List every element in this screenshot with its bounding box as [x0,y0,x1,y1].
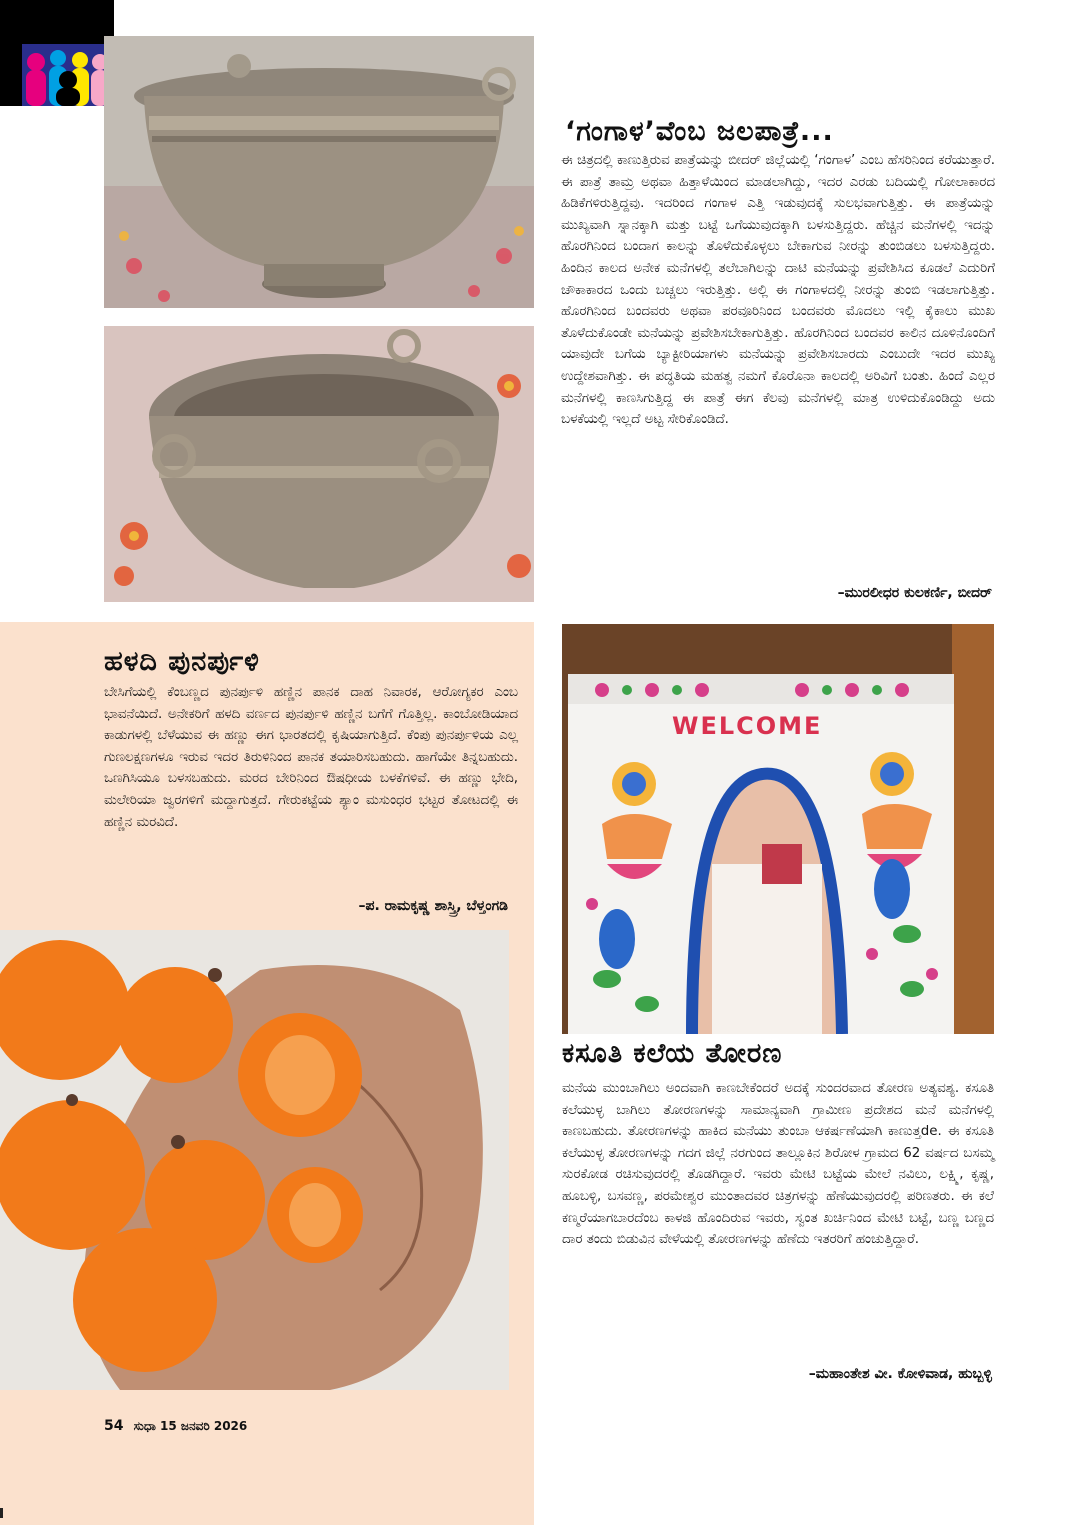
gangala-pot-photo-side [104,36,534,308]
toran-welcome-text: WELCOME [672,712,823,740]
article-byline-punarpuli: –ಪ. ರಾಮಕೃಷ್ಣ ಶಾಸ್ತ್ರಿ, ಬೆಳ್ತಂಗಡಿ [358,898,508,914]
page-number: 54 [104,1418,124,1434]
article-body-torana: ಮನೆಯ ಮುಂಬಾಗಿಲು ಅಂದವಾಗಿ ಕಾಣಬೇಕೆಂದರೆ ಅದಕ್ಕೆ ಸುಂದರವಾದ ತೋರಣ ಅತ್ಯವಶ್ಯ. ಕಸೂತಿ ಕಲೆಯುಳ್ಳ ಬಾಗಿಲು ತೋರಣಗಳನ್ನು ಸಾಮಾನ್ಯವಾಗಿ ಗ್ರಾಮೀಣ ಪ್ರದೇಶದ ಮನೆ ಮನೆಗಳಲ್ಲಿ ಕಾಣಬಹುದು. ತೋರಣಗಳನ್ನು ಹಾಕಿದ ಮನೆಯು ತುಂಬಾ ಆಕರ್ಷಣೆಯಾಗಿ ಕಾಣುತ್ತde. ಈ ಕಸೂತಿ ಕಲೆಯುಳ್ಳ ತೋರಣಗಳನ್ನು ಗದಗ ಜಿಲ್ಲೆ ನರಗುಂದ ತಾಲ್ಲೂಕಿನ ಶಿರೋಳ ಗ್ರಾಮದ 62 ವರ್ಷದ ಬಸಮ್ಮ ಸುರಕೋಡ ರಚಿಸುವುದರಲ್ಲಿ ತೊಡಗಿದ್ದಾರೆ. ಇವರು ಮೇಟಿ ಬಟ್ಟೆಯ ಮೇಲೆ ನವಿಲು, ಲಕ್ಷ್ಮಿ, ಕೃಷ್ಣ, ಹೂಬಳ್ಳಿ, ಬಸವಣ್ಣ, ಪರಮೇಶ್ವರ ಮುಂತಾದವರ ಚಿತ್ರಗಳನ್ನು ಹೆಣೆಯುವುದರಲ್ಲಿ ಪರಿಣತರು. ಈ ಕಲೆ ಕಣ್ಮರೆಯಾಗಬಾರದೆಂಬ ಕಾಳಜಿ ಹೊಂದಿರುವ ಇವರು, ಸ್ವಂತ ಖರ್ಚಿನಿಂದ ಮೇಟಿ ಬಟ್ಟೆ, ಬಣ್ಣ ಬಣ್ಣದ ದಾರ ತಂದು ಬಿಡುವಿನ ವೇಳೆಯಲ್ಲಿ ತೋರಣಗಳನ್ನು ಹೆಣೆದು ಇತರರಿಗೆ ಹಂಚುತ್ತಿದ್ದಾರೆ. [562,1081,994,1248]
section-logo [22,44,114,106]
article-title-torana: ಕಸೂತಿ ಕಲೆಯ ತೋರಣ [562,1038,783,1069]
article-byline-gangala: –ಮುರಲೀಧರ ಕುಲಕರ್ಣಿ, ಬೀದರ್ [837,585,992,601]
issue-info: ಸುಧಾ 15 ಜನವರಿ 2026 [133,1419,248,1433]
crop-mark [0,1508,3,1518]
yellow-punarpuli-fruit-photo [0,930,509,1390]
article-title-punarpuli: ಹಳದಿ ಪುನರ್ಪುಳಿ [104,646,260,677]
article-byline-torana: –ಮಹಾಂತೇಶ ವೀ. ಕೋಳಿವಾಡ, ಹುಬ್ಬಳ್ಳಿ [808,1366,992,1382]
article-body-gangala: ಈ ಚಿತ್ರದಲ್ಲಿ ಕಾಣುತ್ತಿರುವ ಪಾತ್ರೆಯನ್ನು ಬೀದರ್ ಜಿಲ್ಲೆಯಲ್ಲಿ ‘ಗಂಗಾಳ’ ಎಂಬ ಹೆಸರಿನಿಂದ ಕರೆಯುತ್ತಾರೆ. ಈ ಪಾತ್ರೆ ತಾಮ್ರ ಅಥವಾ ಹಿತ್ತಾಳೆಯಿಂದ ಮಾಡಲಾಗಿದ್ದು, ಇದರ ಎರಡು ಬದಿಯಲ್ಲಿ ಗೋಲಾಕಾರದ ಹಿಡಿಕೆಗಳಿರುತ್ತಿದ್ದವು. ಇದರಿಂದ ಗಂಗಾಳ ಎತ್ತಿ ಇಡುವುದಕ್ಕೆ ಸುಲಭವಾಗುತ್ತಿತ್ತು. ಈ ಪಾತ್ರೆಯನ್ನು ಮುಖ್ಯವಾಗಿ ಸ್ನಾನಕ್ಕಾಗಿ ಮತ್ತು ಬಟ್ಟೆ ಒಗೆಯುವುದಕ್ಕಾಗಿ ಬಳಸುತ್ತಿದ್ದರು. ಹೆಚ್ಚಿನ ಮನೆಗಳಲ್ಲಿ ಇದನ್ನು ಹೊರಗಿನಿಂದ ಬಂದಾಗ ಕಾಲನ್ನು ತೊಳೆದುಕೊಳ್ಳಲು ಬೇಕಾಗುವ ನೀರನ್ನು ತುಂಬಿಡಲು ಬಳಸುತ್ತಿದ್ದರು. ಹಿಂದಿನ ಕಾಲದ ಅನೇಕ ಮನೆಗಳಲ್ಲಿ ತಲೆಬಾಗಿಲನ್ನು ದಾಟಿ ಮನೆಯನ್ನು ಪ್ರವೇಶಿಸಿದ ಕೂಡಲೆ ಎದುರಿಗೆ ಚೌಕಾಕಾರದ ಒಂದು ಬಚ್ಚಲು ಇರುತ್ತಿತ್ತು. ಅಲ್ಲಿ ಈ ಗಂಗಾಳದಲ್ಲಿ ನೀರನ್ನು ತುಂಬಿ ಇಡಲಾಗುತ್ತಿತ್ತು. ಹೊರಗಿನಿಂದ ಬಂದವರು ಅಥವಾ ಪರವೂರಿನಿಂದ ಬಂದವರು ಮೊದಲು ಇಲ್ಲಿ ಕೈಕಾಲು ಮುಖ ತೊಳೆದುಕೊಂಡೇ ಮನೆಯನ್ನು ಪ್ರವೇಶಿಸಬೇಕಾಗುತ್ತಿತ್ತು. ಹೊರಗಿನಿಂದ ಬಂದವರ ಕಾಲಿನ ದೂಳಿನೊಂದಿಗೆ ಯಾವುದೇ ಬಗೆಯ ಬ್ಯಾಕ್ಟೀರಿಯಾಗಳು ಮನೆಯನ್ನು ಪ್ರವೇಶಿಸಬಾರದು ಎಂಬುದೇ ಇದರ ಮುಖ್ಯ ಉದ್ದೇಶವಾಗಿತ್ತು. ಈ ಪದ್ಧತಿಯ ಮಹತ್ವ ನಮಗೆ ಕೊರೊನಾ ಕಾಲದಲ್ಲಿ ಅರಿವಿಗೆ ಬಂತು. ಹಿಂದೆ ಎಲ್ಲರ ಮನೆಗಳಲ್ಲಿ ಕಾಣಸಿಗುತ್ತಿದ್ದ ಈ ಪಾತ್ರೆ ಈಗ ಕೆಲವು ಮನೆಗಳಲ್ಲಿ ಮಾತ್ರ ಉಳಿದುಕೊಂಡಿದ್ದು ಅದು ಬಳಕೆಯಲ್ಲಿ ಇಲ್ಲದೆ ಅಟ್ಟ ಸೇರಿಕೊಂಡಿದೆ. [561,153,995,428]
page-footer [104,1418,247,1434]
article-body-punarpuli: ಬೇಸಿಗೆಯಲ್ಲಿ ಕೆಂಬಣ್ಣದ ಪುನರ್ಪುಳಿ ಹಣ್ಣಿನ ಪಾನಕ ದಾಹ ನಿವಾರಕ, ಆರೋಗ್ಯಕರ ಎಂಬ ಭಾವನೆಯಿದೆ. ಅನೇಕರಿಗೆ ಹಳದಿ ವರ್ಣದ ಪುನರ್ಪುಳಿ ಹಣ್ಣಿನ ಬಗೆಗೆ ಗೊತ್ತಿಲ್ಲ. ಕಾಂಬೋಡಿಯಾದ ಕಾಡುಗಳಲ್ಲಿ ಬೆಳೆಯುವ ಈ ಹಣ್ಣು ಈಗ ಭಾರತದಲ್ಲಿ ಕೃಷಿಯಾಗುತ್ತಿದೆ. ಕೆಂಪು ಪುನರ್ಪುಳಿಯ ಎಲ್ಲ ಗುಣಲಕ್ಷಣಗಳೂ ಇರುವ ಇದರ ತಿರುಳಿನಿಂದ ಪಾನಕ ತಯಾರಿಸಬಹುದು. ಹಾಗೆಯೇ ತಿನ್ನಬಹುದು. ಒಣಗಿಸಿಯೂ ಬಳಸಬಹುದು. ಮರದ ಬೇರಿನಿಂದ ಔಷಧೀಯ ಬಳಕೆಗಳಿವೆ. ಈ ಹಣ್ಣು ಭೇದಿ, ಮಲೇರಿಯಾ ಜ್ವರಗಳಿಗೆ ಮದ್ದಾಗುತ್ತದೆ. ಗೇರುಕಟ್ಟೆಯ ಶ್ಯಾಂ ಮಸುಂಧರ ಭಟ್ಟರ ತೋಟದಲ್ಲಿ ಈ ಹಣ್ಣಿನ ಮರವಿದೆ. [104,685,518,830]
kasuti-toran-photo [562,624,994,1034]
article-title-gangala: ‘ಗಂಗಾಳ’ವೆಂಬ ಜಲಪಾತ್ರೆ... [565,116,834,147]
gangala-pot-photo-top [104,326,534,602]
